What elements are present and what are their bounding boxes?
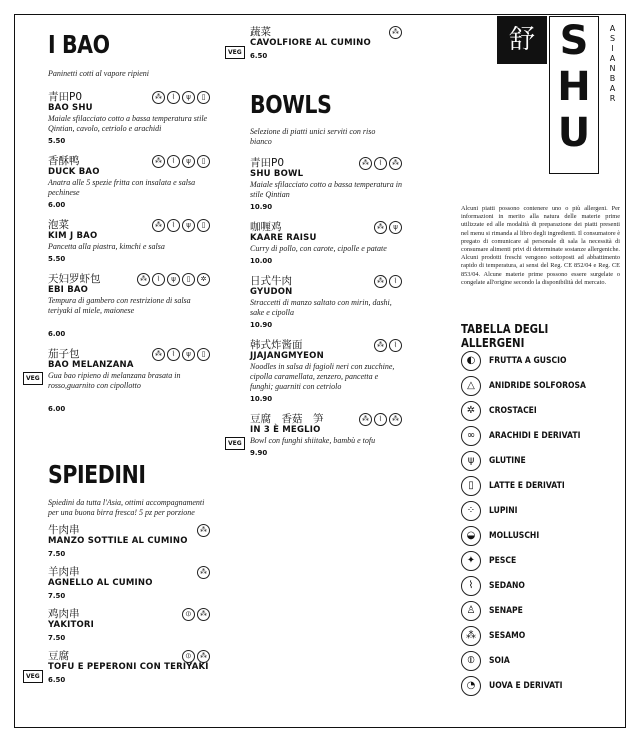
- item-description: Maiale sfilacciato cotto a bassa temperatura in stile Qintian: [250, 180, 402, 199]
- item-name: CAVOLFIORE AL CUMINO: [250, 38, 371, 48]
- logo-chinese: 舒: [497, 16, 547, 64]
- sesame-icon: ⁂: [152, 155, 165, 168]
- item-chinese-name: 香酥鸭: [48, 155, 80, 167]
- allergen-label: SOIA: [489, 655, 510, 666]
- allergen-icons: [374, 221, 402, 234]
- item-description: Gua bao ripieno di melanzana brasata in rosso,guarnito con cipollotto: [48, 371, 181, 390]
- item-name: MANZO SOTTILE AL CUMINO: [48, 536, 188, 546]
- sesame-icon: ⁂: [152, 91, 165, 104]
- sesame-icon: ⁂: [197, 608, 210, 621]
- gluten-icon: ψ: [167, 273, 180, 286]
- sesame-icon: ⁂: [359, 413, 372, 426]
- item-price: 6.00: [48, 201, 66, 209]
- celery-icon: ⌇: [167, 348, 180, 361]
- allergen-row: [461, 398, 597, 423]
- verdure-list: [228, 26, 402, 60]
- gluten-icon: ψ: [389, 221, 402, 234]
- allergen-row: [461, 498, 597, 523]
- logo-shu: [549, 18, 599, 156]
- menu-item: [250, 339, 402, 403]
- allergen-row: [461, 448, 597, 473]
- wheat-icon: ψ: [461, 451, 481, 471]
- item-price: 5.50: [48, 255, 66, 263]
- menu-item: [48, 155, 210, 209]
- logo-asian-bar: [606, 24, 620, 104]
- allergen-icons: [152, 219, 210, 232]
- sesame-icon: ⁂: [374, 221, 387, 234]
- allergen-label: FRUTTA A GUSCIO: [489, 355, 567, 366]
- item-description: Straccetti di manzo saltato con mirin, dashi, sake e cipolla: [250, 298, 392, 317]
- celery-icon: ⌇: [374, 157, 387, 170]
- sesame-icon: ⁂: [374, 275, 387, 288]
- item-chinese-name: 蔬菜: [250, 26, 271, 38]
- allergen-label: PESCE: [489, 555, 517, 566]
- mollusc-icon: ◒: [461, 526, 481, 546]
- item-chinese-name: 韩式炸酱面: [250, 339, 303, 351]
- menu-item: [228, 26, 402, 60]
- nut-icon: ◐: [461, 351, 481, 371]
- bowls-intro: Selezione di piatti unici serviti con riso bianco: [250, 127, 376, 146]
- celery-icon: ⌇: [152, 273, 165, 286]
- logo-vertical-letter: N: [609, 64, 617, 73]
- soy-icon: ⦶: [461, 651, 481, 671]
- item-price: 6.50: [48, 676, 66, 684]
- item-name: AGNELLO AL CUMINO: [48, 578, 153, 588]
- menu-item: [228, 413, 402, 457]
- allergen-label: GLUTINE: [489, 455, 526, 466]
- allergen-table-title: TABELLA DEGLI ALLERGENI: [461, 322, 549, 350]
- item-price: 10.90: [250, 395, 273, 403]
- logo-letter: H: [557, 64, 591, 110]
- menu-item: [48, 608, 210, 642]
- allergen-icons: [359, 157, 402, 170]
- celery-icon: ⌇: [461, 576, 481, 596]
- bowls-title: BOWLS: [250, 90, 332, 119]
- item-chinese-name: 青田P0: [48, 91, 83, 103]
- allergen-row: [461, 623, 597, 648]
- menu-item: [250, 275, 402, 329]
- item-price: 6.00: [48, 330, 66, 338]
- item-chinese-name: 牛肉串: [48, 524, 80, 536]
- crustacean-icon: ✲: [197, 273, 210, 286]
- item-name: TOFU E PEPERONI CON TERIYAKI: [48, 662, 209, 672]
- item-name: JJAJANGMYEON: [250, 351, 324, 361]
- sesame-icon: ⁂: [137, 273, 150, 286]
- gluten-icon: ψ: [182, 155, 195, 168]
- flask-icon: △: [461, 376, 481, 396]
- soy-icon: ⦶: [182, 650, 195, 663]
- item-name: BAO SHU: [48, 103, 93, 113]
- allergen-icons: [389, 26, 402, 39]
- allergen-label: LUPINI: [489, 505, 518, 516]
- allergen-row: [461, 348, 597, 373]
- allergen-icons: [359, 413, 402, 426]
- allergen-label: UOVA E DERIVATI: [489, 680, 563, 691]
- celery-icon: ⌇: [389, 275, 402, 288]
- veg-badge: VEG: [225, 46, 245, 59]
- item-description: Maiale sfilacciato cotto a bassa temperatura stile Qintian, cavolo, cetriolo e arachidi: [48, 114, 208, 133]
- sesame-icon: ⁂: [389, 157, 402, 170]
- allergen-row: [461, 473, 597, 498]
- allergen-row: [461, 598, 597, 623]
- menu-item: [48, 219, 210, 263]
- spiedini-title: SPIEDINI: [48, 460, 146, 489]
- allergen-icons: [182, 650, 210, 663]
- column-middle: [228, 20, 402, 457]
- bao-list: [26, 91, 210, 413]
- milk-icon: ▯: [197, 155, 210, 168]
- item-price: 5.50: [48, 137, 66, 145]
- logo-vertical-letter: A: [609, 84, 617, 93]
- item-chinese-name: 羊肉串: [48, 566, 80, 578]
- celery-icon: ⌇: [374, 413, 387, 426]
- item-price: 7.50: [48, 592, 66, 600]
- bowls-list: [228, 157, 402, 457]
- sesame-icon: ⁂: [197, 524, 210, 537]
- spiedini-list: [26, 524, 210, 684]
- item-name: EBI BAO: [48, 285, 89, 295]
- allergen-icons: [197, 524, 210, 537]
- item-chinese-name: 青田P0: [250, 157, 285, 169]
- allergen-icons: [137, 273, 210, 286]
- milk-icon: ▯: [197, 219, 210, 232]
- egg-icon: ◔: [461, 676, 481, 696]
- allergen-icons: [197, 566, 210, 579]
- allergen-row: [461, 573, 597, 598]
- allergen-label: SEDANO: [489, 580, 525, 591]
- celery-icon: ⌇: [167, 219, 180, 232]
- celery-icon: ⌇: [389, 339, 402, 352]
- legal-notice: Alcuni piatti possono contenere uno o più allergeni. Per informazioni in merito alla natura delle materie prime utilizzate ed alle modalità di preparazione dei piatti presenti nel menu si rimanda al libro degli ingredienti. Il consumatore è pregato di comunicare al personale di sala la necessità di consumare alimenti privi di determinate sostanze allergeniche. Alcuni prodotti freschi vengono sottoposti ad abbattimento rapido di temperatura, ai sensi del Reg. CE 852/04 e Reg. CE 853/04. Alcune materie prime possono essere surgelate o congelate all'origine secondo la disponibilità del mercato.: [461, 205, 620, 286]
- allergen-label: ARACHIDI E DERIVATI: [489, 430, 581, 441]
- logo-vertical-letter: S: [609, 34, 617, 43]
- item-name: KIM J BAO: [48, 231, 98, 241]
- allergen-icons: [374, 275, 402, 288]
- allergen-list: [461, 348, 597, 698]
- lupin-icon: ⁘: [461, 501, 481, 521]
- logo-vertical-letter: A: [609, 24, 617, 33]
- crustacean-icon: ✲: [461, 401, 481, 421]
- milk-icon: ▯: [197, 348, 210, 361]
- sesame-icon: ⁂: [197, 566, 210, 579]
- item-chinese-name: 泡菜: [48, 219, 69, 231]
- gluten-icon: ψ: [182, 348, 195, 361]
- logo-vertical-letter: R: [609, 94, 617, 103]
- bao-intro: Paninetti cotti al vapore ripieni: [48, 69, 150, 78]
- item-price: 7.50: [48, 550, 66, 558]
- item-price: 6.00: [48, 405, 66, 413]
- item-price: 10.90: [250, 321, 273, 329]
- sesame-icon: ⁂: [389, 413, 402, 426]
- item-chinese-name: 鸡肉串: [48, 608, 80, 620]
- soy-icon: ⦶: [182, 608, 195, 621]
- item-price: 7.50: [48, 634, 66, 642]
- milk-icon: ▯: [461, 476, 481, 496]
- sesame-icon: ⁂: [152, 348, 165, 361]
- allergen-icons: [182, 608, 210, 621]
- item-description: Anatra alle 5 spezie fritta con insalata e salsa pechinese: [48, 178, 196, 197]
- logo-letter: S: [559, 18, 589, 64]
- item-name: DUCK BAO: [48, 167, 100, 177]
- item-name: BAO MELANZANA: [48, 360, 134, 370]
- menu-item: [26, 348, 210, 413]
- allergen-row: [461, 373, 597, 398]
- item-description: Curry di pollo, con carote, cipolle e patate: [250, 244, 387, 253]
- fish-icon: ✦: [461, 551, 481, 571]
- menu-item: [48, 524, 210, 558]
- allergen-icons: [152, 348, 210, 361]
- item-chinese-name: 豆腐: [48, 650, 69, 662]
- celery-icon: ⌇: [167, 91, 180, 104]
- logo-vertical-letter: B: [609, 74, 617, 83]
- veg-badge: VEG: [225, 437, 245, 450]
- item-chinese-name: 日式牛肉: [250, 275, 292, 287]
- item-chinese-name: 天妇罗虾包: [48, 273, 101, 285]
- item-price: 10.90: [250, 203, 273, 211]
- item-name: KAARE RAISU: [250, 233, 317, 243]
- menu-item: [48, 273, 210, 338]
- logo-vertical-letter: A: [609, 54, 617, 63]
- allergen-label: MOLLUSCHI: [489, 530, 540, 541]
- sesame-icon: ⁂: [389, 26, 402, 39]
- item-chinese-name: 咖喱鸡: [250, 221, 282, 233]
- item-name: GYUDON: [250, 287, 293, 297]
- logo-vertical-letter: I: [611, 44, 615, 53]
- item-price: 10.00: [250, 257, 273, 265]
- item-name: IN 3 È MEGLIO: [250, 425, 321, 435]
- milk-icon: ▯: [197, 91, 210, 104]
- spiedini-intro: Spiedini da tutta l'Asia, ottimi accompagnamenti per una buona birra fresca! 5 pz per porzione: [48, 498, 205, 517]
- sesame-icon: ⁂: [152, 219, 165, 232]
- menu-item: [48, 566, 210, 600]
- gluten-icon: ψ: [182, 91, 195, 104]
- allergen-row: [461, 548, 597, 573]
- allergen-label: SESAMO: [489, 630, 526, 641]
- allergen-row: [461, 673, 597, 698]
- gluten-icon: ψ: [182, 219, 195, 232]
- sesame-icon: ⁂: [461, 626, 481, 646]
- sesame-icon: ⁂: [359, 157, 372, 170]
- allergen-label: CROSTACEI: [489, 405, 537, 416]
- item-chinese-name: 豆腐 香菇 笋: [250, 413, 324, 425]
- item-price: 6.50: [250, 52, 268, 60]
- item-description: Noodles in salsa di fagioli neri con zucchine, cipolla caramellata, zenzero, pancetta e funghi; guarniti con cetriolo: [250, 362, 395, 391]
- item-description: Bowl con funghi shiitake, bambù e tofu: [250, 436, 376, 445]
- allergen-icons: [152, 91, 210, 104]
- logo-letter: U: [557, 110, 591, 156]
- item-description: Tempura di gambero con restrizione di salsa teriyaki al miele, maionese: [48, 296, 191, 315]
- allergen-icons: [152, 155, 210, 168]
- allergen-row: [461, 423, 597, 448]
- item-name: YAKITORI: [48, 620, 95, 630]
- veg-badge: VEG: [23, 670, 43, 683]
- menu-item: [48, 91, 210, 145]
- peanut-icon: ∞: [461, 426, 481, 446]
- item-description: Pancetta alla piastra, kimchi e salsa: [48, 242, 165, 251]
- allergen-label: SENAPE: [489, 605, 523, 616]
- sesame-icon: ⁂: [374, 339, 387, 352]
- mustard-icon: ♙: [461, 601, 481, 621]
- milk-icon: ▯: [182, 273, 195, 286]
- celery-icon: ⌇: [167, 155, 180, 168]
- veg-badge: VEG: [23, 372, 43, 385]
- item-name: SHU BOWL: [250, 169, 304, 179]
- allergen-label: ANIDRIDE SOLFOROSA: [489, 380, 586, 391]
- allergen-row: [461, 648, 597, 673]
- allergen-icons: [374, 339, 402, 352]
- allergen-label: LATTE E DERIVATI: [489, 480, 565, 491]
- menu-item: [250, 221, 402, 265]
- item-chinese-name: 茄子包: [48, 348, 80, 360]
- bao-title: I BAO: [48, 30, 110, 59]
- menu-item: [250, 157, 402, 211]
- allergen-row: [461, 523, 597, 548]
- sesame-icon: ⁂: [197, 650, 210, 663]
- menu-item: [26, 650, 210, 684]
- item-price: 9.90: [250, 449, 268, 457]
- column-left: [26, 30, 210, 684]
